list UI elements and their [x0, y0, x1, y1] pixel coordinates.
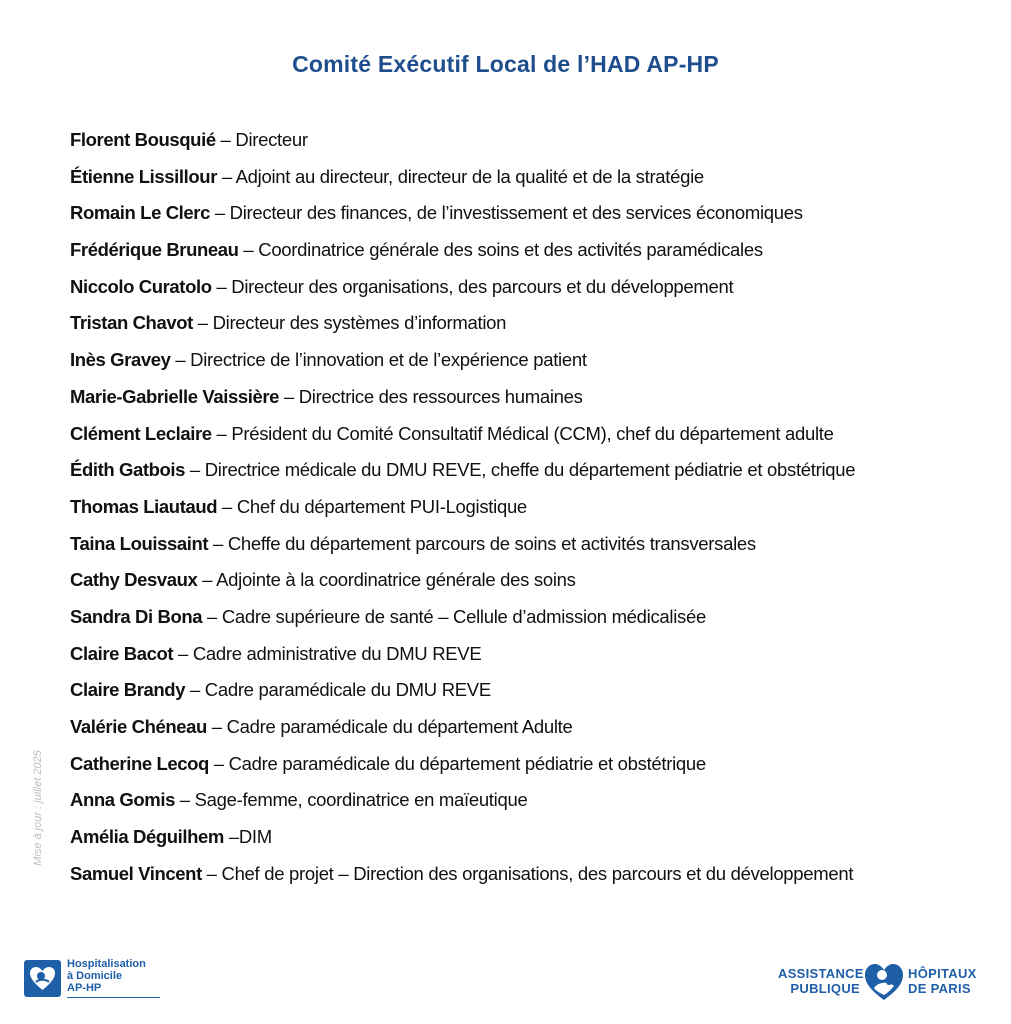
member-name: Valérie Chéneau	[70, 716, 207, 737]
list-item	[70, 677, 970, 714]
member-name: Thomas Liautaud	[70, 495, 218, 517]
member-role: – Coordinatrice générale des soins et des activités paramédicales	[238, 239, 763, 261]
list-item	[70, 127, 970, 164]
list-item	[70, 494, 970, 531]
list-item	[70, 641, 970, 678]
member-name: Amélia Déguilhem	[70, 826, 224, 848]
member-role: – Président du Comité Consultatif Médical (CCM), chef du département adulte	[211, 422, 834, 444]
list-item	[70, 751, 970, 788]
member-role: – Cadre paramédicale du département Adulte	[206, 716, 573, 737]
had-aphp-logo	[24, 958, 164, 1000]
member-name: Sandra Di Bona	[70, 605, 203, 627]
member-name: Florent Bousquié	[70, 129, 216, 150]
member-role: – Cadre supérieure de santé – Cellule d’admission médicalisée	[202, 605, 706, 627]
member-name: Marie-Gabrielle Vaissière	[70, 385, 280, 407]
heart-shield-icon	[24, 960, 61, 997]
aphp-logo-de-paris: DE PARIS	[908, 981, 971, 996]
list-item	[70, 861, 970, 898]
member-role: – Cadre administrative du DMU REVE	[173, 642, 482, 664]
list-item	[70, 531, 970, 568]
member-name: Édith Gatbois	[70, 459, 186, 481]
member-role: – Adjoint au directeur, directeur de la qualité et de la stratégie	[217, 165, 704, 187]
aphp-logo-hopitaux: HÔPITAUX	[908, 966, 977, 981]
member-role: – Directeur des systèmes d’information	[192, 312, 507, 334]
list-item	[70, 787, 970, 824]
list-item	[70, 567, 970, 604]
member-role: – Chef de projet – Direction des organisations, des parcours et du développement	[201, 862, 854, 884]
member-role: – Cadre paramédicale du département pédiatrie et obstétrique	[208, 752, 706, 774]
member-name: Niccolo Curatolo	[70, 275, 212, 297]
member-role: – Directrice médicale du DMU REVE, cheffe du département pédiatrie et obstétrique	[185, 459, 856, 481]
member-name: Frédérique Bruneau	[70, 239, 239, 261]
member-name: Samuel Vincent	[70, 862, 202, 884]
member-name: Claire Brandy	[70, 679, 186, 701]
member-role: – Directrice des ressources humaines	[279, 385, 583, 407]
aphp-logo-assistance: ASSISTANCE	[778, 966, 864, 981]
list-item	[70, 200, 970, 237]
member-role: – Directrice de l’innovation et de l’expérience patient	[170, 349, 587, 371]
member-role: – Adjointe à la coordinatrice générale des soins	[197, 569, 576, 591]
member-name: Catherine Lecoq	[70, 752, 209, 774]
list-item	[70, 421, 970, 458]
list-item	[70, 824, 970, 861]
list-item	[70, 310, 970, 347]
list-item	[70, 164, 970, 201]
member-role: – Cadre paramédicale du DMU REVE	[185, 679, 491, 701]
list-item	[70, 384, 970, 421]
member-role: – Sage-femme, coordinatrice en maïeutique	[174, 789, 528, 811]
list-item	[70, 714, 970, 751]
aphp-logo-publique: PUBLIQUE	[790, 981, 860, 996]
member-name: Romain Le Clerc	[70, 202, 210, 224]
member-list	[70, 127, 970, 897]
had-logo-line1: Hospitalisation	[67, 958, 146, 970]
member-name: Étienne Lissillour	[70, 165, 217, 187]
member-name: Cathy Desvaux	[70, 569, 198, 591]
member-name: Inès Gravey	[70, 349, 171, 371]
member-name: Claire Bacot	[70, 642, 174, 664]
member-role: – Chef du département PUI-Logistique	[217, 495, 527, 517]
list-item	[70, 457, 970, 494]
member-role: – Directeur	[215, 129, 308, 150]
member-role: – Directeur des finances, de l’investissement et des services économiques	[210, 202, 803, 224]
page-title: Comité Exécutif Local de l’HAD AP-HP	[292, 51, 719, 78]
heart-mother-child-icon	[862, 960, 906, 1002]
member-role: –DIM	[223, 826, 272, 848]
had-logo-line3: AP-HP	[67, 982, 102, 994]
list-item	[70, 237, 970, 274]
had-logo-line2: à Domicile	[67, 970, 123, 982]
member-role: – Directeur des organisations, des parcours et du développement	[211, 275, 734, 297]
list-item	[70, 347, 970, 384]
update-date-note: Mise à jour : juillet 2025	[32, 750, 44, 866]
member-name: Tristan Chavot	[70, 312, 193, 334]
aphp-logo	[778, 958, 988, 1004]
had-logo-underline	[67, 997, 160, 998]
member-name: Anna Gomis	[70, 789, 175, 811]
member-name: Clément Leclaire	[70, 422, 212, 444]
member-role: – Cheffe du département parcours de soins et activités transversales	[208, 532, 756, 554]
list-item	[70, 274, 970, 311]
list-item	[70, 604, 970, 641]
member-name: Taina Louissaint	[70, 532, 209, 554]
